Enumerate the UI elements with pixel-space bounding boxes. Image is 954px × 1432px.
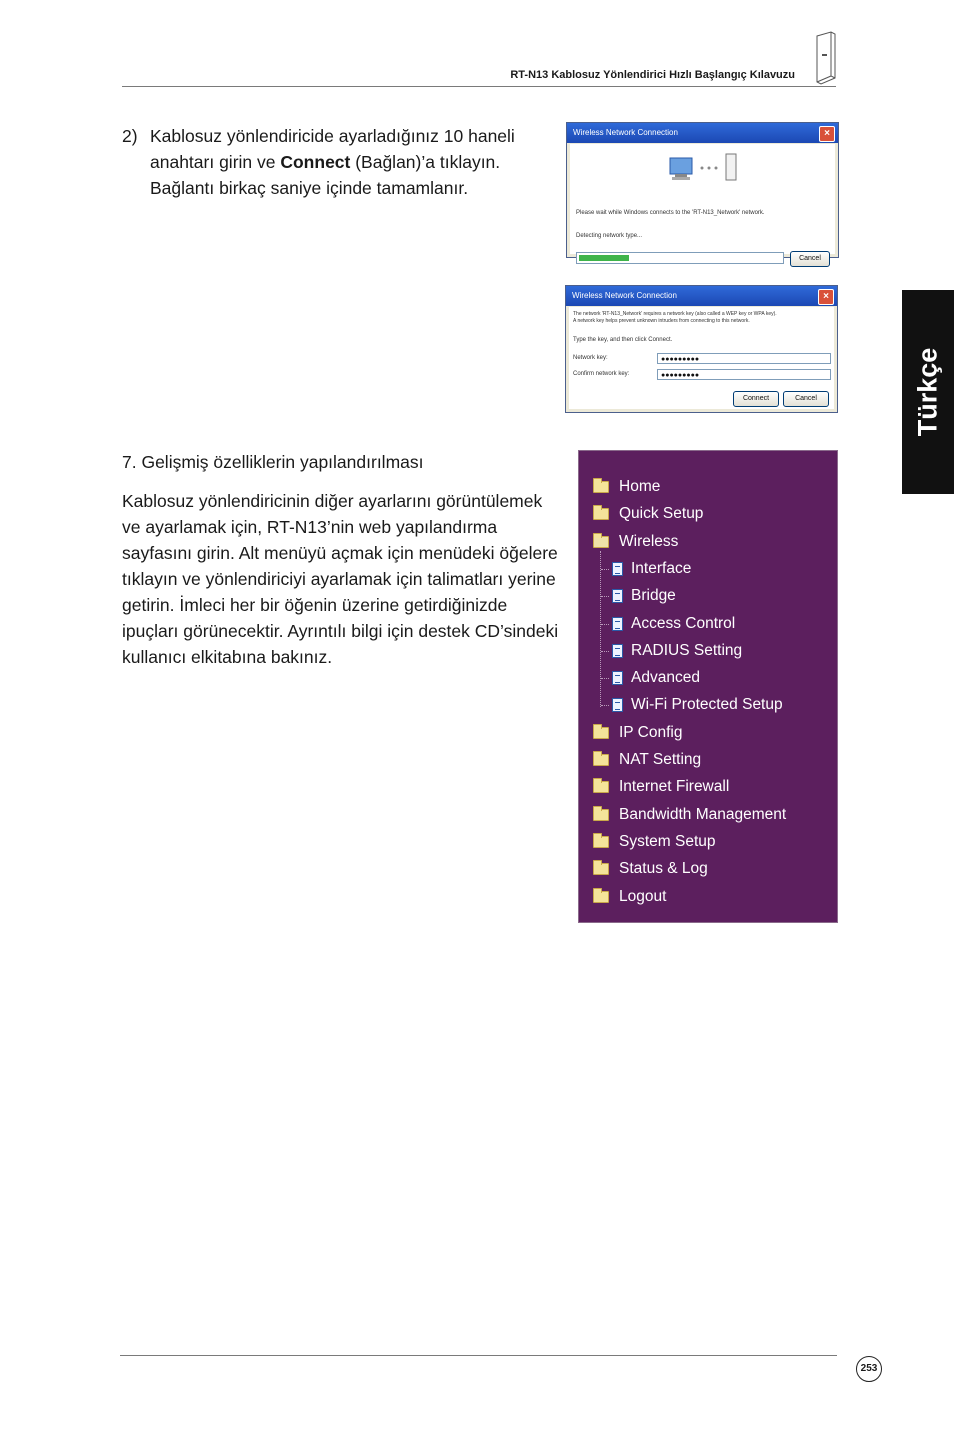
tree-branch	[601, 678, 609, 679]
connection-progress-bar	[576, 252, 784, 264]
menu-item-label: Bridge	[631, 587, 676, 605]
connecting-dialog-titlebar	[567, 123, 838, 143]
language-tab-label: Türkçe	[912, 347, 943, 437]
menu-item[interactable]	[593, 804, 786, 826]
page-icon	[612, 698, 623, 712]
menu-item-label: Quick Setup	[619, 505, 704, 523]
menu-item-label: Advanced	[631, 669, 700, 687]
menu-item-label: Access Control	[631, 614, 736, 632]
connecting-dialog-body	[570, 144, 835, 262]
key-instruction: Type the key, and then click Connect.	[573, 337, 673, 343]
menu-item[interactable]	[593, 776, 729, 798]
tree-branch	[601, 624, 609, 625]
menu-item[interactable]	[593, 831, 716, 853]
network-key-dialog-body	[569, 307, 834, 409]
header-title: RT-N13 Kablosuz Yönlendirici Hızlı Başlangıç Kılavuzu	[510, 69, 795, 81]
menu-item-label: NAT Setting	[619, 751, 702, 768]
menu-item-label: Bandwidth Management	[619, 805, 787, 823]
network-key-input[interactable]: ●●●●●●●●●	[657, 353, 831, 364]
router-icon	[811, 30, 839, 86]
step-2-text-before: Kablosuz yönlendiricide ayarladığınız 10 haneli anahtarı girin ve	[150, 126, 515, 172]
folder-icon	[593, 863, 609, 875]
connecting-dialog-title: Wireless Network Connection	[573, 128, 678, 137]
folder-icon	[593, 481, 609, 493]
step-7-description: Kablosuz yönlendiricinin diğer ayarlarını görüntülemek ve ayarlamak için, RT-N13’nin web yapılandırma sayfasını girin. Alt menüyü açmak için menüdeki öğelere tıklayın ve yönlendiriciyi ayarlamak için talimatları yerine getirin. İmleci her bir öğenin üzerine getirdiğinizde ipuçları görünecektir. Ayrıntılı bilgi için destek CD’sindeki kullanıcı elkitabına bakınız.	[122, 491, 559, 667]
cancel-button[interactable]: Cancel	[790, 251, 830, 267]
network-key-dialog-title: Wireless Network Connection	[572, 291, 677, 300]
confirm-key-input[interactable]: ●●●●●●●●●	[657, 369, 831, 380]
tree-connector	[600, 551, 601, 707]
tree-branch	[601, 705, 609, 706]
footer-divider	[120, 1355, 837, 1356]
page-number: 253	[856, 1356, 882, 1382]
page-icon	[612, 644, 623, 658]
menu-item[interactable]	[593, 722, 682, 744]
step-2-connect-bold: Connect	[280, 152, 351, 172]
network-key-dialog-titlebar	[566, 286, 837, 306]
tree-branch	[601, 651, 609, 652]
cancel-button[interactable]: Cancel	[783, 391, 829, 407]
tree-branch	[601, 569, 609, 570]
open-folder-icon	[593, 536, 609, 548]
step-2-paragraph	[122, 123, 562, 201]
connecting-dialog	[566, 122, 839, 262]
close-icon[interactable]: ×	[818, 289, 834, 305]
network-key-label: Network key:	[573, 355, 608, 361]
tree-branch	[601, 596, 609, 597]
folder-icon	[593, 809, 609, 821]
network-connect-icon	[666, 152, 746, 192]
step-7-heading: 7. Gelişmiş özelliklerin yapılandırılması	[122, 452, 424, 472]
connecting-message: Please wait while Windows connects to the 'RT-N13_Network' network.	[576, 210, 765, 216]
menu-item-label: Home	[619, 478, 661, 495]
key-required-message-line1: The network 'RT-N13_Network' requires a network key (also called a WEP key or WPA key).	[573, 311, 777, 317]
menu-item-label: IP Config	[619, 723, 683, 741]
step-2-number: 2)	[122, 126, 138, 146]
header-divider	[122, 86, 836, 87]
key-required-message-line2: A network key helps prevent unknown intruders from connecting to this network.	[573, 318, 750, 324]
menu-item[interactable]	[612, 558, 691, 580]
menu-item[interactable]	[593, 749, 701, 771]
router-web-menu	[578, 450, 838, 923]
menu-item-label: Status & Log	[619, 860, 708, 878]
step-2-text-after: (Bağlan)’a tıklayın. Bağlantı birkaç saniye içinde tamamlanır.	[150, 152, 501, 198]
menu-item[interactable]	[593, 503, 703, 525]
menu-item-label: System Setup	[619, 832, 716, 850]
menu-item-label: Logout	[619, 887, 667, 905]
connecting-status: Detecting network type...	[576, 233, 643, 239]
menu-item[interactable]	[593, 886, 666, 908]
connection-progress-fill	[579, 255, 629, 261]
menu-item[interactable]	[612, 694, 783, 716]
menu-item[interactable]	[612, 640, 742, 662]
network-key-dialog	[565, 285, 838, 413]
menu-item[interactable]	[593, 858, 708, 880]
menu-item[interactable]	[593, 531, 678, 553]
folder-icon	[593, 727, 609, 739]
folder-icon	[593, 836, 609, 848]
menu-item[interactable]	[593, 476, 660, 498]
confirm-key-label: Confirm network key:	[573, 371, 630, 377]
menu-item-label: Wi-Fi Protected Setup	[631, 696, 783, 714]
folder-icon	[593, 754, 609, 766]
folder-icon	[593, 891, 609, 903]
menu-item-label: Interface	[631, 559, 692, 577]
menu-item[interactable]	[612, 613, 735, 635]
page-icon	[612, 562, 623, 576]
page-icon	[612, 617, 623, 631]
menu-item-label: Internet Firewall	[619, 778, 730, 796]
menu-item[interactable]	[612, 585, 676, 607]
menu-item-label: Wireless	[619, 532, 679, 550]
folder-icon	[593, 508, 609, 520]
connect-button[interactable]: Connect	[733, 391, 779, 407]
close-icon[interactable]: ×	[819, 126, 835, 142]
menu-item[interactable]	[612, 667, 700, 689]
page-icon	[612, 671, 623, 685]
menu-item-label: RADIUS Setting	[631, 641, 743, 659]
page-icon	[612, 589, 623, 603]
language-tab	[902, 290, 954, 494]
folder-icon	[593, 781, 609, 793]
